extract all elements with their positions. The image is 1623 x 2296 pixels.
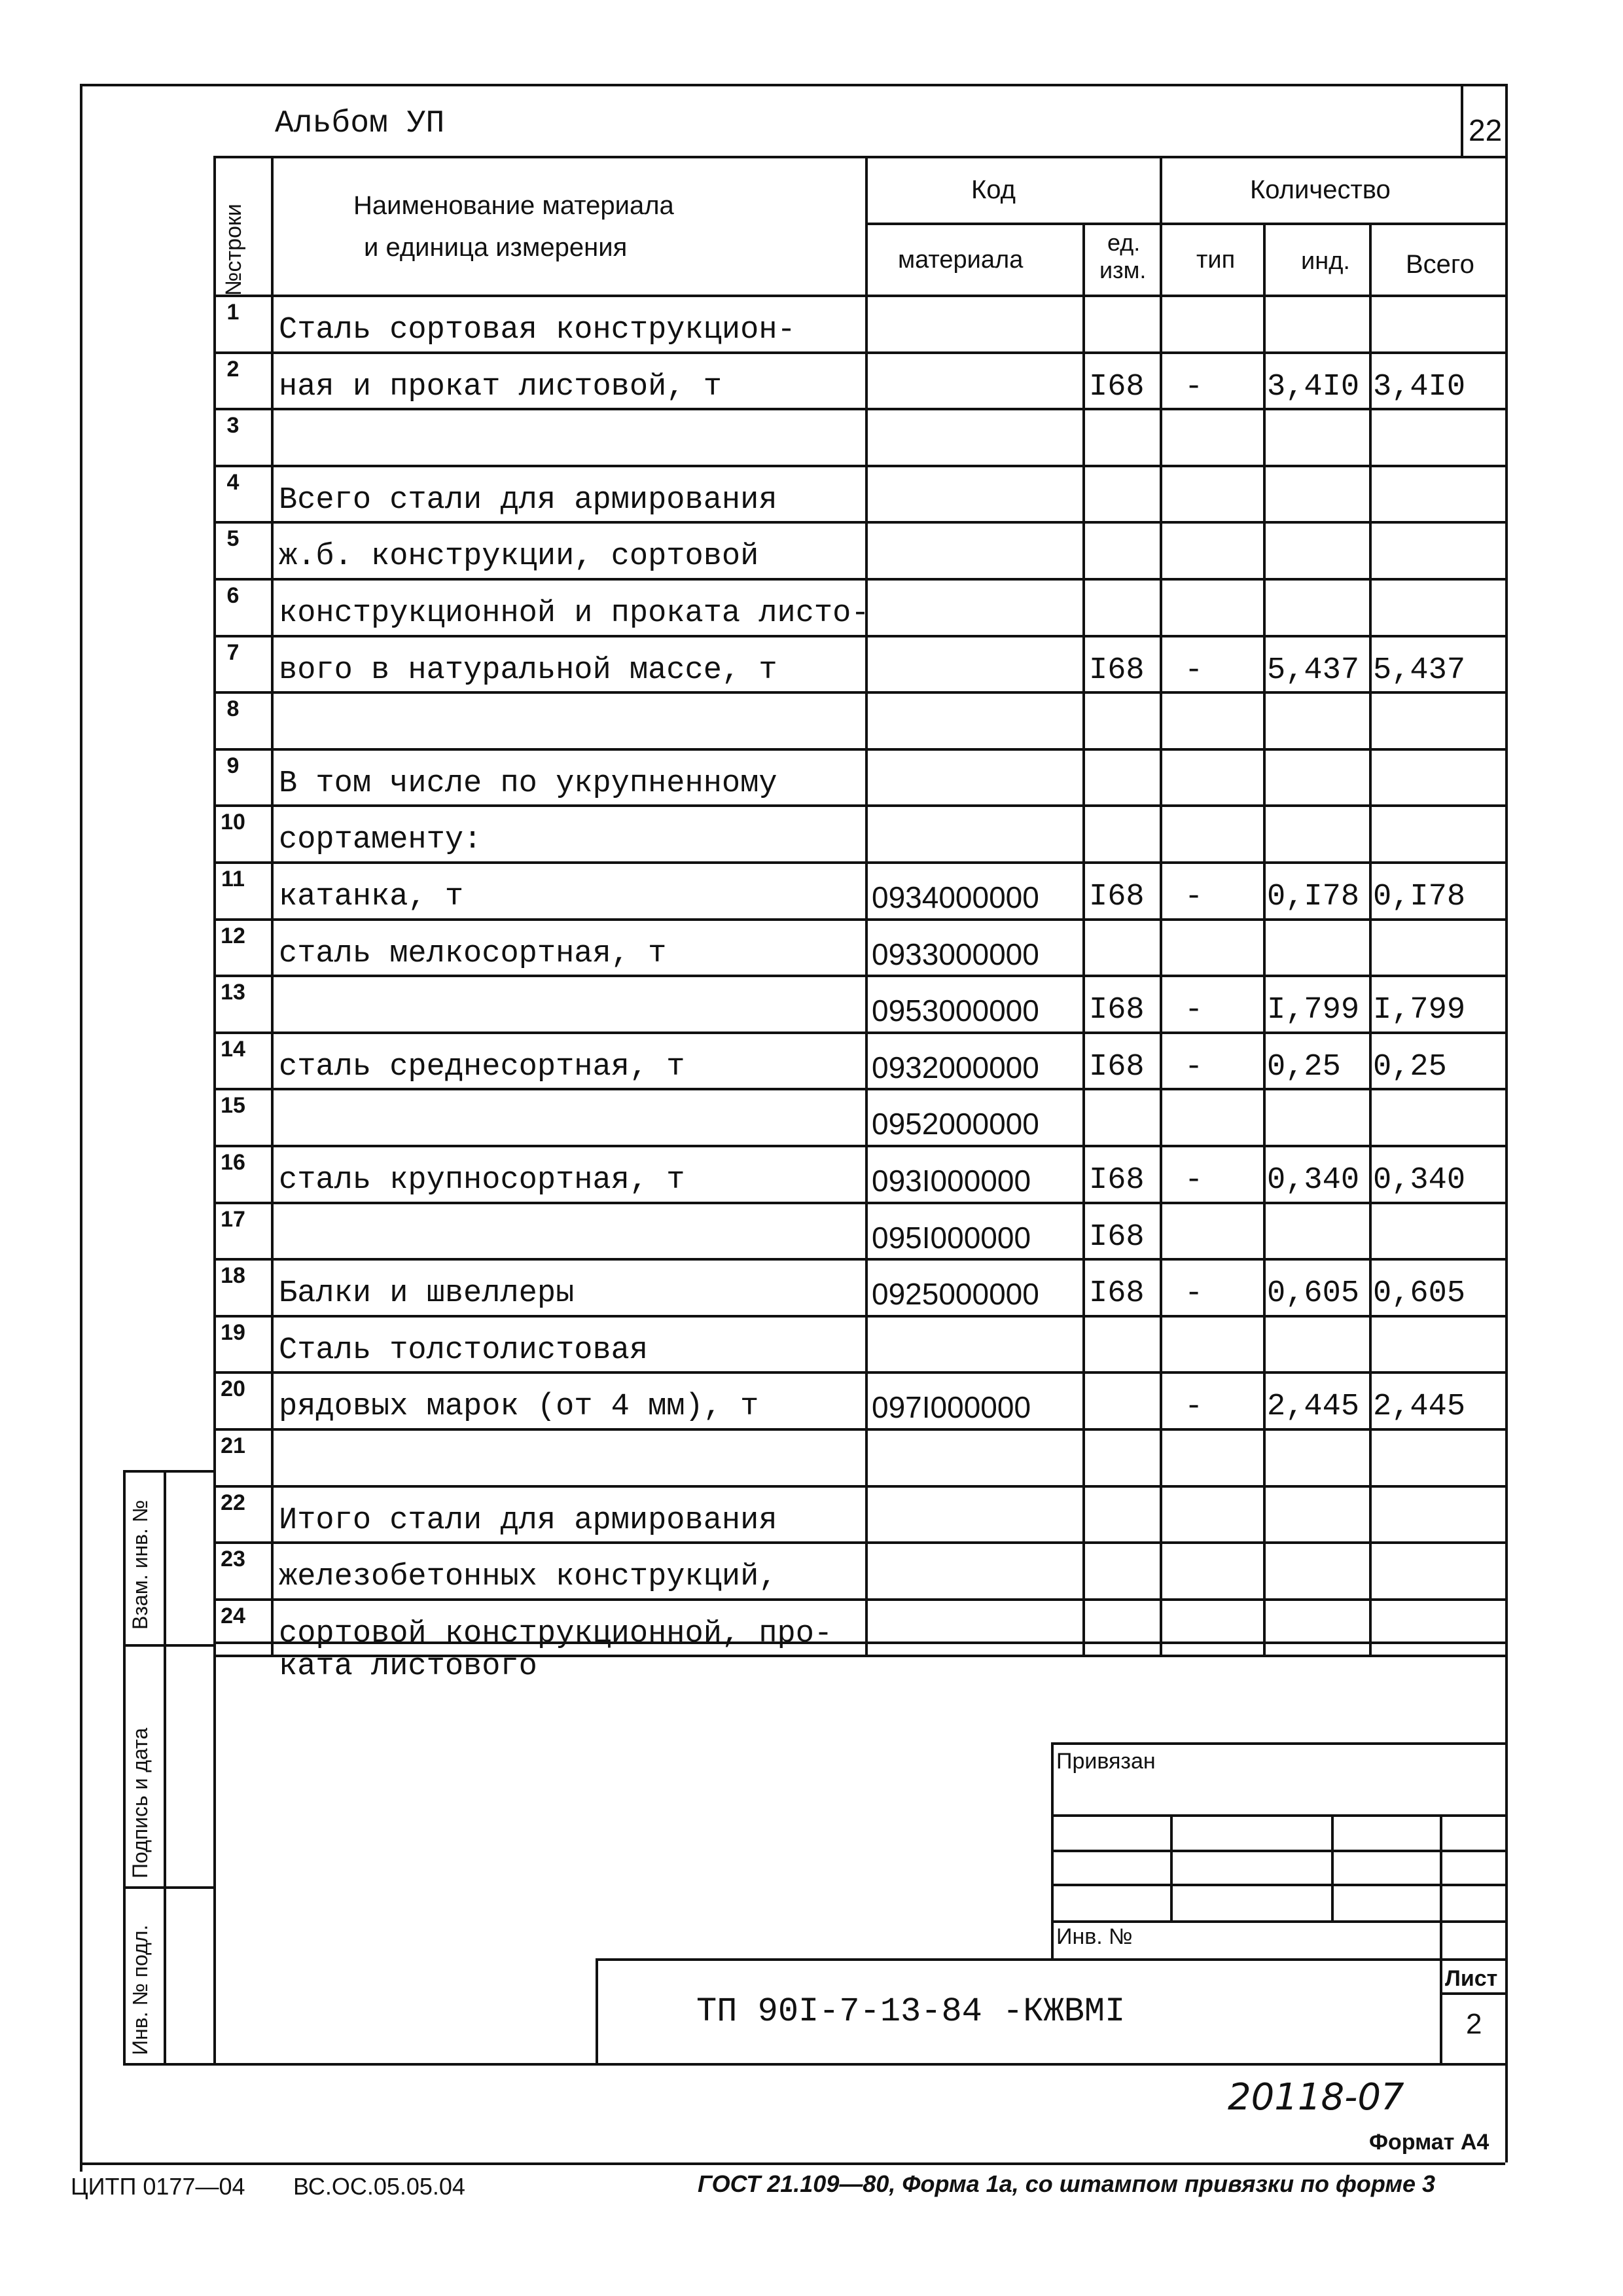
row-unit: I68	[1089, 653, 1145, 688]
row-total: 0,25	[1373, 1049, 1447, 1085]
row-total: 2,445	[1373, 1390, 1466, 1425]
row-line	[213, 635, 1505, 637]
row-unit: I68	[1089, 1276, 1145, 1312]
row-line	[213, 408, 1505, 410]
row-code: 0934000000	[872, 880, 1039, 914]
row-code: 0933000000	[872, 937, 1039, 971]
row-type: -	[1185, 369, 1204, 404]
row-name: Сталь сортовая конструкцион-	[279, 313, 796, 348]
row-line	[213, 1088, 1505, 1090]
row-n: 21	[221, 1433, 245, 1458]
col-line-3	[1082, 223, 1085, 1655]
footer-gost: ГОСТ 21.109—80, Форма 1а, со штампом привязки по форме 3	[698, 2170, 1436, 2197]
row-type: -	[1185, 1276, 1204, 1312]
row-line	[213, 1315, 1505, 1318]
row-n: 24	[221, 1603, 245, 1628]
col-line-5	[1263, 223, 1266, 1655]
privyazan-row3	[1051, 1884, 1505, 1886]
row-name: сталь мелкосортная, т	[279, 936, 667, 971]
row-line	[213, 1598, 1505, 1601]
row-line	[213, 1258, 1505, 1261]
sheet-number-divider	[1461, 84, 1463, 156]
row-type: -	[1185, 1049, 1204, 1085]
name-header-line2: и единица измерения	[364, 233, 628, 262]
row-n: 18	[221, 1263, 245, 1289]
header-mid-line	[865, 223, 1505, 225]
name-header-line1: Наименование материала	[353, 191, 674, 220]
qty-type-header: тип	[1196, 246, 1236, 274]
row-type: -	[1185, 653, 1204, 688]
row-total: 0,I78	[1373, 880, 1466, 914]
row-n: 11	[221, 867, 245, 891]
outer-bottom-border	[80, 2162, 1505, 2165]
format-label: Формат А4	[1369, 2130, 1489, 2155]
signature-date-label: Подпись и дата	[128, 1727, 152, 1878]
row-name: катанка, т	[279, 880, 464, 914]
row-total: 3,4I0	[1373, 369, 1466, 404]
row-line	[213, 1031, 1505, 1034]
row-n: 13	[221, 980, 245, 1005]
row-line	[213, 1202, 1505, 1204]
row-line	[213, 748, 1505, 751]
header-bottom-line	[213, 295, 1505, 297]
row-total: 0,605	[1373, 1276, 1466, 1312]
privyazan-row1	[1051, 1814, 1505, 1817]
row-ind: I,799	[1267, 993, 1360, 1028]
row-code: 0932000000	[872, 1050, 1039, 1085]
row-total: 5,437	[1373, 653, 1466, 688]
row-name: сталь крупносортная, т	[279, 1163, 685, 1198]
row-total: I,799	[1373, 993, 1466, 1028]
row-line	[213, 861, 1505, 864]
title-block-top	[596, 1958, 1505, 1961]
row-unit: I68	[1089, 1163, 1145, 1198]
col-line-6	[1369, 223, 1372, 1655]
row-name: конструкционной и проката листо-	[279, 596, 870, 631]
row-n: 12	[221, 923, 245, 948]
footer-left2: ВС.ОС.05.05.04	[293, 2173, 465, 2200]
privyazan-row4	[1051, 1920, 1505, 1923]
title-block-left	[596, 1958, 598, 2063]
row-type: -	[1185, 1390, 1204, 1425]
row-code: 0953000000	[872, 994, 1039, 1028]
row-line	[213, 465, 1505, 467]
privyazan-col1	[1170, 1814, 1173, 1920]
qty-total-header: Всего	[1406, 250, 1474, 279]
inv-no-label: Инв. №	[1056, 1924, 1133, 1949]
row-line	[213, 521, 1505, 524]
row-unit: I68	[1089, 880, 1145, 914]
row-line	[213, 691, 1505, 694]
row-name: ж.б. конструкции, сортовой	[279, 539, 759, 575]
row-n: 16	[221, 1150, 245, 1175]
row-ind: 0,340	[1267, 1163, 1360, 1198]
row-n: 9	[226, 753, 240, 778]
row-code: 095I000000	[872, 1220, 1031, 1255]
list-label: Лист	[1445, 1966, 1498, 1991]
document-code: ТП 90I-7-13-84 -КЖВМI	[696, 1992, 1126, 2031]
side-stamp-div1	[123, 1644, 213, 1647]
privyazan-col2	[1331, 1814, 1334, 1920]
row-name: сталь среднесортная, т	[279, 1049, 685, 1085]
row-name: Сталь толстолистовая	[279, 1333, 649, 1368]
outer-right-border	[1505, 84, 1508, 2162]
row-name: рядовых марок (от 4 мм), т	[279, 1390, 759, 1425]
privyazan-col3	[1440, 1814, 1442, 1958]
row-n: 6	[226, 583, 240, 608]
row-n: 19	[221, 1319, 245, 1345]
row-code: 0952000000	[872, 1107, 1039, 1141]
row-n: 22	[221, 1490, 245, 1515]
row-unit: I68	[1089, 1049, 1145, 1085]
title-block-list-row	[1440, 1992, 1505, 1995]
row-line	[213, 1428, 1505, 1431]
row-n: 8	[226, 696, 240, 722]
outer-top-border	[80, 84, 1505, 86]
row-unit: I68	[1089, 1219, 1145, 1255]
inv-podl-label: Инв. № подл.	[128, 1924, 152, 2055]
row-line	[213, 804, 1505, 807]
side-stamp-div2	[123, 1886, 213, 1889]
list-value: 2	[1466, 2008, 1482, 2040]
row-name: Балки и швеллеры	[279, 1276, 575, 1312]
row-line	[213, 1371, 1505, 1374]
row-name: ная и прокат листовой, т	[279, 369, 722, 404]
row-line	[213, 1145, 1505, 1147]
row-code: 093I000000	[872, 1164, 1031, 1198]
row-ind: 5,437	[1267, 653, 1360, 688]
table-bottom-border	[213, 1641, 1505, 1644]
row-name: В том числе по укрупненному	[279, 766, 777, 801]
footer-left: ЦИТП 0177—04	[71, 2173, 245, 2200]
row-name: Итого стали для армирования	[279, 1503, 777, 1538]
row-n: 2	[226, 356, 240, 382]
row-n: 1	[226, 300, 240, 325]
side-stamp-inner	[164, 1470, 166, 2063]
row-ind: 3,4I0	[1267, 369, 1360, 404]
continuation-text: ката листового	[279, 1649, 537, 1684]
row-unit: I68	[1089, 993, 1145, 1028]
outer-left-border	[80, 84, 82, 2172]
row-n: 7	[226, 639, 240, 665]
row-n: 3	[226, 413, 240, 439]
album-title: Альбом УП	[275, 106, 445, 141]
row-line	[213, 351, 1505, 354]
row-ind: 0,25	[1267, 1049, 1341, 1085]
row-unit: I68	[1089, 369, 1145, 404]
privyazan-row2	[1051, 1850, 1505, 1852]
row-n: 4	[226, 469, 240, 495]
row-ind: 2,445	[1267, 1390, 1360, 1425]
row-type: -	[1185, 880, 1204, 914]
code-material-header: материала	[898, 246, 1024, 274]
qty-group-header: Количество	[1250, 175, 1391, 204]
lower-bottom-border	[123, 2063, 1505, 2066]
row-n: 14	[221, 1036, 245, 1062]
sheet-number: 22	[1469, 113, 1503, 147]
lower-left-border	[213, 1641, 216, 2063]
row-line	[213, 578, 1505, 581]
row-n: 5	[226, 526, 240, 552]
row-n: 20	[221, 1376, 245, 1402]
row-total: 0,340	[1373, 1163, 1466, 1198]
row-type: -	[1185, 1163, 1204, 1198]
row-number-header: №строки	[221, 204, 246, 296]
code-unit-header-line1: ед.	[1107, 229, 1141, 256]
privyazan-top	[1051, 1742, 1505, 1745]
row-n: 15	[221, 1093, 245, 1119]
side-stamp-left	[123, 1470, 126, 2063]
row-n: 10	[221, 810, 245, 835]
row-ind: 0,605	[1267, 1276, 1360, 1312]
row-name: железобетонных конструкций,	[279, 1560, 777, 1595]
row-name: вого в натуральной массе, т	[279, 653, 777, 688]
row-line	[213, 918, 1505, 921]
code-group-header: Код	[971, 175, 1016, 204]
row-type: -	[1185, 993, 1204, 1028]
row-line	[213, 1485, 1505, 1488]
row-name: сортовой конструкционной, про-	[279, 1616, 833, 1651]
qty-ind-header: инд.	[1301, 247, 1350, 275]
code-unit-header-line2: изм.	[1099, 257, 1147, 283]
privyazan-label: Привязан	[1056, 1749, 1156, 1774]
row-n: 23	[221, 1547, 245, 1572]
row-line	[213, 975, 1505, 977]
title-block-list-divider	[1440, 1958, 1442, 2063]
table-top-border	[213, 156, 1505, 158]
row-name: сортаменту:	[279, 823, 482, 858]
row-line	[213, 1541, 1505, 1544]
row-n: 17	[221, 1206, 245, 1232]
handwritten-number: 20118-07	[1228, 2076, 1404, 2119]
row-code: 0925000000	[872, 1277, 1039, 1312]
row-ind: 0,I78	[1267, 880, 1360, 914]
row-code: 097I000000	[872, 1390, 1031, 1425]
vzam-inv-label: Взам. инв. №	[128, 1499, 152, 1630]
side-stamp-top	[123, 1470, 213, 1473]
row-name: Всего стали для армирования	[279, 482, 777, 518]
